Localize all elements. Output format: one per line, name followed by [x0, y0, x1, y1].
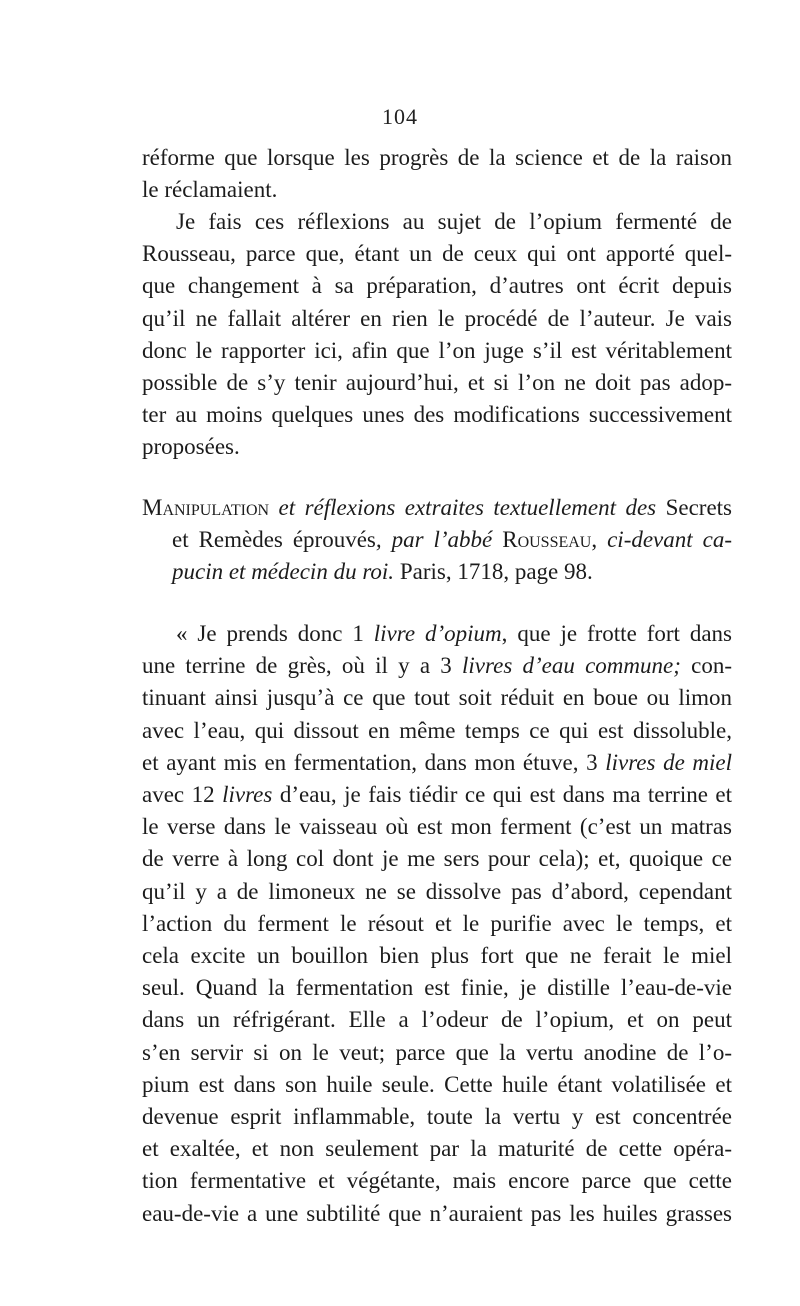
text-line: tinuant ainsi jusqu’à ce que tout soit réduit en boue ou limon — [142, 685, 732, 711]
text-line: possible de s’y tenir aujourd’hui, et si l’on ne doit pas adop- — [142, 370, 732, 396]
heading-roman-text: Secrets — [665, 495, 732, 520]
text-line: pium est dans son huile seule. Cette huile étant volatilisée et — [142, 1071, 732, 1097]
text-line: l’action du ferment le résout et le purifie avec le temps, et — [142, 910, 732, 936]
heading-italic-text: ci-devant ca- — [607, 527, 732, 553]
text-line: de verre à long col dont je me sers pour cela); et, quoique ce — [142, 846, 732, 872]
text-line: réforme que lorsque les progrès de la science et de la raison — [142, 145, 732, 170]
text-line: qu’il ne fallait altérer en rien le procédé de l’auteur. Je vais — [142, 305, 732, 331]
quote-text: , que je frotte fort dans — [501, 621, 732, 646]
heading-manipulation: Manipulation — [142, 495, 270, 520]
text-line — [142, 779, 732, 811]
paragraph-reflexions — [142, 206, 732, 464]
text-line: le réclamaient. — [142, 177, 278, 203]
heading-italic-text: , par l’abbé — [375, 527, 503, 553]
heading-line — [142, 524, 732, 556]
heading-italic-text: pucin et médecin du roi. — [172, 559, 395, 585]
quote-text: « Je prends donc 1 — [176, 621, 374, 646]
text-line: donc le rapporter ici, afin que l’on juge s’il est véritablement — [142, 337, 732, 363]
heading-line — [142, 556, 732, 588]
heading-italic-text: et réflexions extraites textuellement des — [269, 495, 666, 520]
text-line: cela excite un bouillon bien plus fort que ne ferait le miel — [142, 943, 732, 969]
text-line: que changement à sa préparation, d’autres ont écrit depuis — [142, 273, 732, 299]
quote-italic: livre d’opium — [373, 621, 502, 646]
text-line: s’en servir si on le veut; parce que la vertu anodine de l’o- — [142, 1039, 732, 1065]
heading-citation: Paris, 1718, page 98. — [394, 559, 593, 585]
text-line: ter au moins quelques unes des modifications successivement — [142, 402, 732, 428]
quote-text: une terrine de grès, où il y a 3 — [142, 653, 463, 679]
quote-text: con- — [680, 653, 732, 679]
text-line: le verse dans le vaisseau où est mon ferment (c’est un matras — [142, 814, 732, 840]
heading-roman-text: , — [591, 527, 608, 553]
quote-text: et ayant mis en fermentation, dans mon étuve, 3 — [142, 749, 606, 775]
text-line: proposées. — [142, 434, 240, 460]
text-line: dans un réfrigérant. Elle a l’odeur de l’opium, et on peut — [142, 1007, 732, 1033]
text-line: qu’il y a de limoneux ne se dissolve pas d’abord, cependant — [142, 878, 732, 904]
text-line: seul. Quand la fermentation est finie, je distille l’eau-de-vie — [142, 975, 732, 1001]
text-line — [142, 618, 732, 650]
quoted-recipe — [142, 618, 732, 1230]
continuation-paragraph — [142, 142, 732, 206]
text-line: eau-de-vie a une subtilité que n’auraient pas les huiles grasses — [142, 1200, 732, 1226]
text-line: Je fais ces réflexions au sujet de l’opium fermenté de — [176, 209, 732, 234]
text-line: avec l’eau, qui dissout en même temps ce qui est dissoluble, — [142, 717, 732, 743]
text-line: Rousseau, parce que, étant un de ceux qui ont apporté quel- — [142, 241, 732, 267]
quote-text: d’eau, je fais tiédir ce qui est dans ma terrine et — [272, 782, 732, 808]
quote-text: avec 12 — [142, 782, 223, 808]
text-line — [142, 650, 732, 682]
heading-roman-text: et Remèdes éprouvés — [172, 527, 376, 553]
heading-line — [142, 492, 732, 524]
quote-italic: livres — [222, 782, 273, 808]
text-line — [142, 747, 732, 779]
heading-author: Rousseau — [502, 527, 592, 553]
page-number: 104 — [382, 104, 418, 129]
text-line: et exaltée, et non seulement par la maturité de cette opéra- — [142, 1136, 732, 1162]
section-heading — [142, 492, 732, 589]
quote-italic: livres de miel — [605, 749, 732, 775]
text-line: devenue esprit inflammable, toute la vertu y est concentrée — [142, 1104, 732, 1130]
quote-italic: livres d’eau commune; — [462, 653, 681, 679]
text-line: tion fermentative et végétante, mais encore parce que cette — [142, 1168, 732, 1194]
